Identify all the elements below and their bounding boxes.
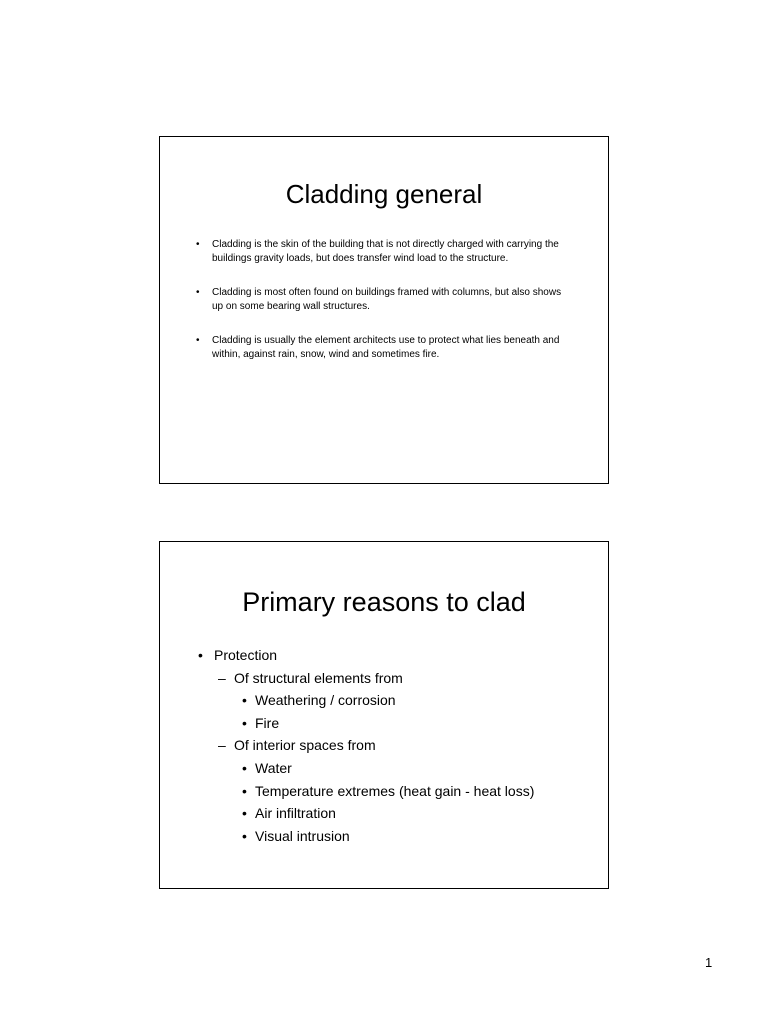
list-item [198,780,598,803]
bullet-icon: • [196,287,200,298]
list-item-text: Protection [214,647,278,663]
list-item-text: Weathering / corrosion [255,692,396,709]
bullet-icon: • [242,714,247,731]
list-item [198,802,598,825]
list-item [198,644,598,667]
bullet-icon: • [242,805,247,822]
bullet-icon: • [242,827,247,844]
slide-title: Primary reasons to clad [242,587,526,617]
dash-icon: – [218,669,226,686]
bullet-icon: • [198,647,203,663]
list-item-text: Cladding is usually the element architects use to protect what lies beneath and within, against rain, snow, wind and sometimes fire. [212,335,560,360]
list-item-text: Air infiltration [255,805,336,822]
list-item [198,689,598,712]
list-item [198,667,598,690]
bullet-icon: • [196,239,200,250]
outline-list [198,644,598,847]
list-item [198,734,598,757]
list-item-text: Cladding is the skin of the building that is not directly charged with carrying the buildings gravity loads, but does transfer wind load to the structure. [212,239,559,264]
bullet-icon: • [242,759,247,776]
list-item [196,238,568,266]
list-item-text: Water [255,759,292,776]
slide-primary-reasons [159,541,609,889]
bullet-icon: • [242,692,247,709]
bullet-icon: • [196,335,200,346]
list-item [196,286,568,314]
slide-cladding-general [159,136,609,484]
slide-title: Cladding general [285,179,483,209]
list-item [196,334,568,362]
list-item-text: Cladding is most often found on buildings framed with columns, but also shows up on some bearing wall structures. [212,287,562,312]
list-item-text: Of structural elements from [234,669,403,686]
list-item-text: Visual intrusion [255,827,350,844]
dash-icon: – [218,737,226,754]
list-item-text: Temperature extremes (heat gain - heat loss) [255,782,535,799]
bullet-icon: • [242,782,247,799]
list-item [198,825,598,848]
page-number: 1 [705,955,713,970]
bullet-list [196,238,568,382]
list-item-text: Fire [255,714,280,731]
list-item [198,757,598,780]
list-item [198,712,598,735]
list-item-text: Of interior spaces from [234,737,376,754]
